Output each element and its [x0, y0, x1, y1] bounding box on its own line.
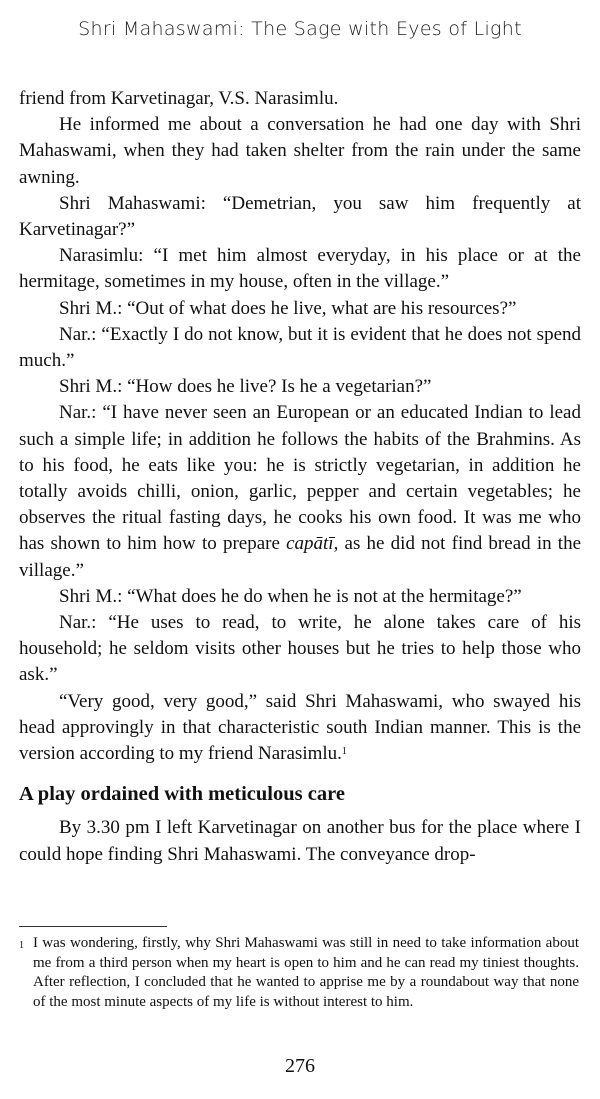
footnote-reference[interactable]: 1: [341, 746, 347, 758]
paragraph-text: Nar.: “I have never seen an European or an educated Indian to lead such a simple life; in addition he follows the habits of the Brahmins. As to his food, he eats like you: he is strictly vegetarian, in addition he totally avoids chilli, onion, garlic, pepper and certain vegetables; he observes the ritual fasting days, he cooks his own food. It was me who has shown to him how to prepare: [19, 402, 581, 555]
footnote-divider: [19, 926, 167, 927]
paragraph: Nar.: “Exactly I do not know, but it is evident that he does not spend much.”: [19, 323, 581, 372]
paragraph-text: , as he did not find bread in the village.”: [19, 533, 582, 581]
main-text: [19, 86, 581, 868]
paragraph: Shri M.: “What does he do when he is not at the hermitage?”: [59, 585, 522, 607]
paragraph: Narasimlu: “I met him almost everyday, in his place or at the hermitage, sometimes in my house, often in the village.”: [19, 245, 581, 293]
running-head: Shri Mahaswami: The Sage with Eyes of Light: [78, 18, 522, 40]
paragraph: Shri M.: “How does he live? Is he a vegetarian?”: [59, 376, 432, 398]
section-heading: A play ordained with meticulous care: [19, 783, 345, 806]
footnote-text: I was wondering, firstly, why Shri Mahaswami was still in need to take information about me from a third person when my heart is open to him and he can read my tiniest thoughts. After reflection, I concluded that he wanted to apprise me by a roundabout way that none of the most minute aspects of my life is without interest to him.: [33, 934, 579, 1011]
italic-term: capātī: [286, 533, 334, 555]
paragraph: [19, 689, 581, 768]
paragraph: Shri M.: “Out of what does he live, what are his resources?”: [59, 297, 517, 319]
page-number: 276: [285, 1055, 315, 1077]
paragraph: By 3.30 pm I left Karvetinagar on another bus for the place where I could hope finding Shri Mahaswami. The conveyance drop-: [19, 817, 581, 865]
footnote: [19, 934, 579, 1013]
footnote-marker: 1: [19, 940, 24, 951]
paragraph-text: “Very good, very good,” said Shri Mahaswami, who swayed his head approvingly in that characteristic south Indian manner. This is the version according to my friend Narasimlu.: [19, 690, 581, 765]
paragraph: friend from Karvetinagar, V.S. Narasimlu.: [19, 88, 339, 109]
paragraph: Nar.: “He uses to read, to write, he alone takes care of his household; he seldom visits other houses but he tries to help those who ask.”: [19, 612, 581, 686]
paragraph: [19, 400, 581, 583]
paragraph: Shri Mahaswami: “Demetrian, you saw him frequently at Karvetinagar?”: [19, 192, 581, 241]
paragraph: He informed me about a conversation he had one day with Shri Mahaswami, when they had taken shelter from the rain under the same awning.: [19, 114, 581, 188]
